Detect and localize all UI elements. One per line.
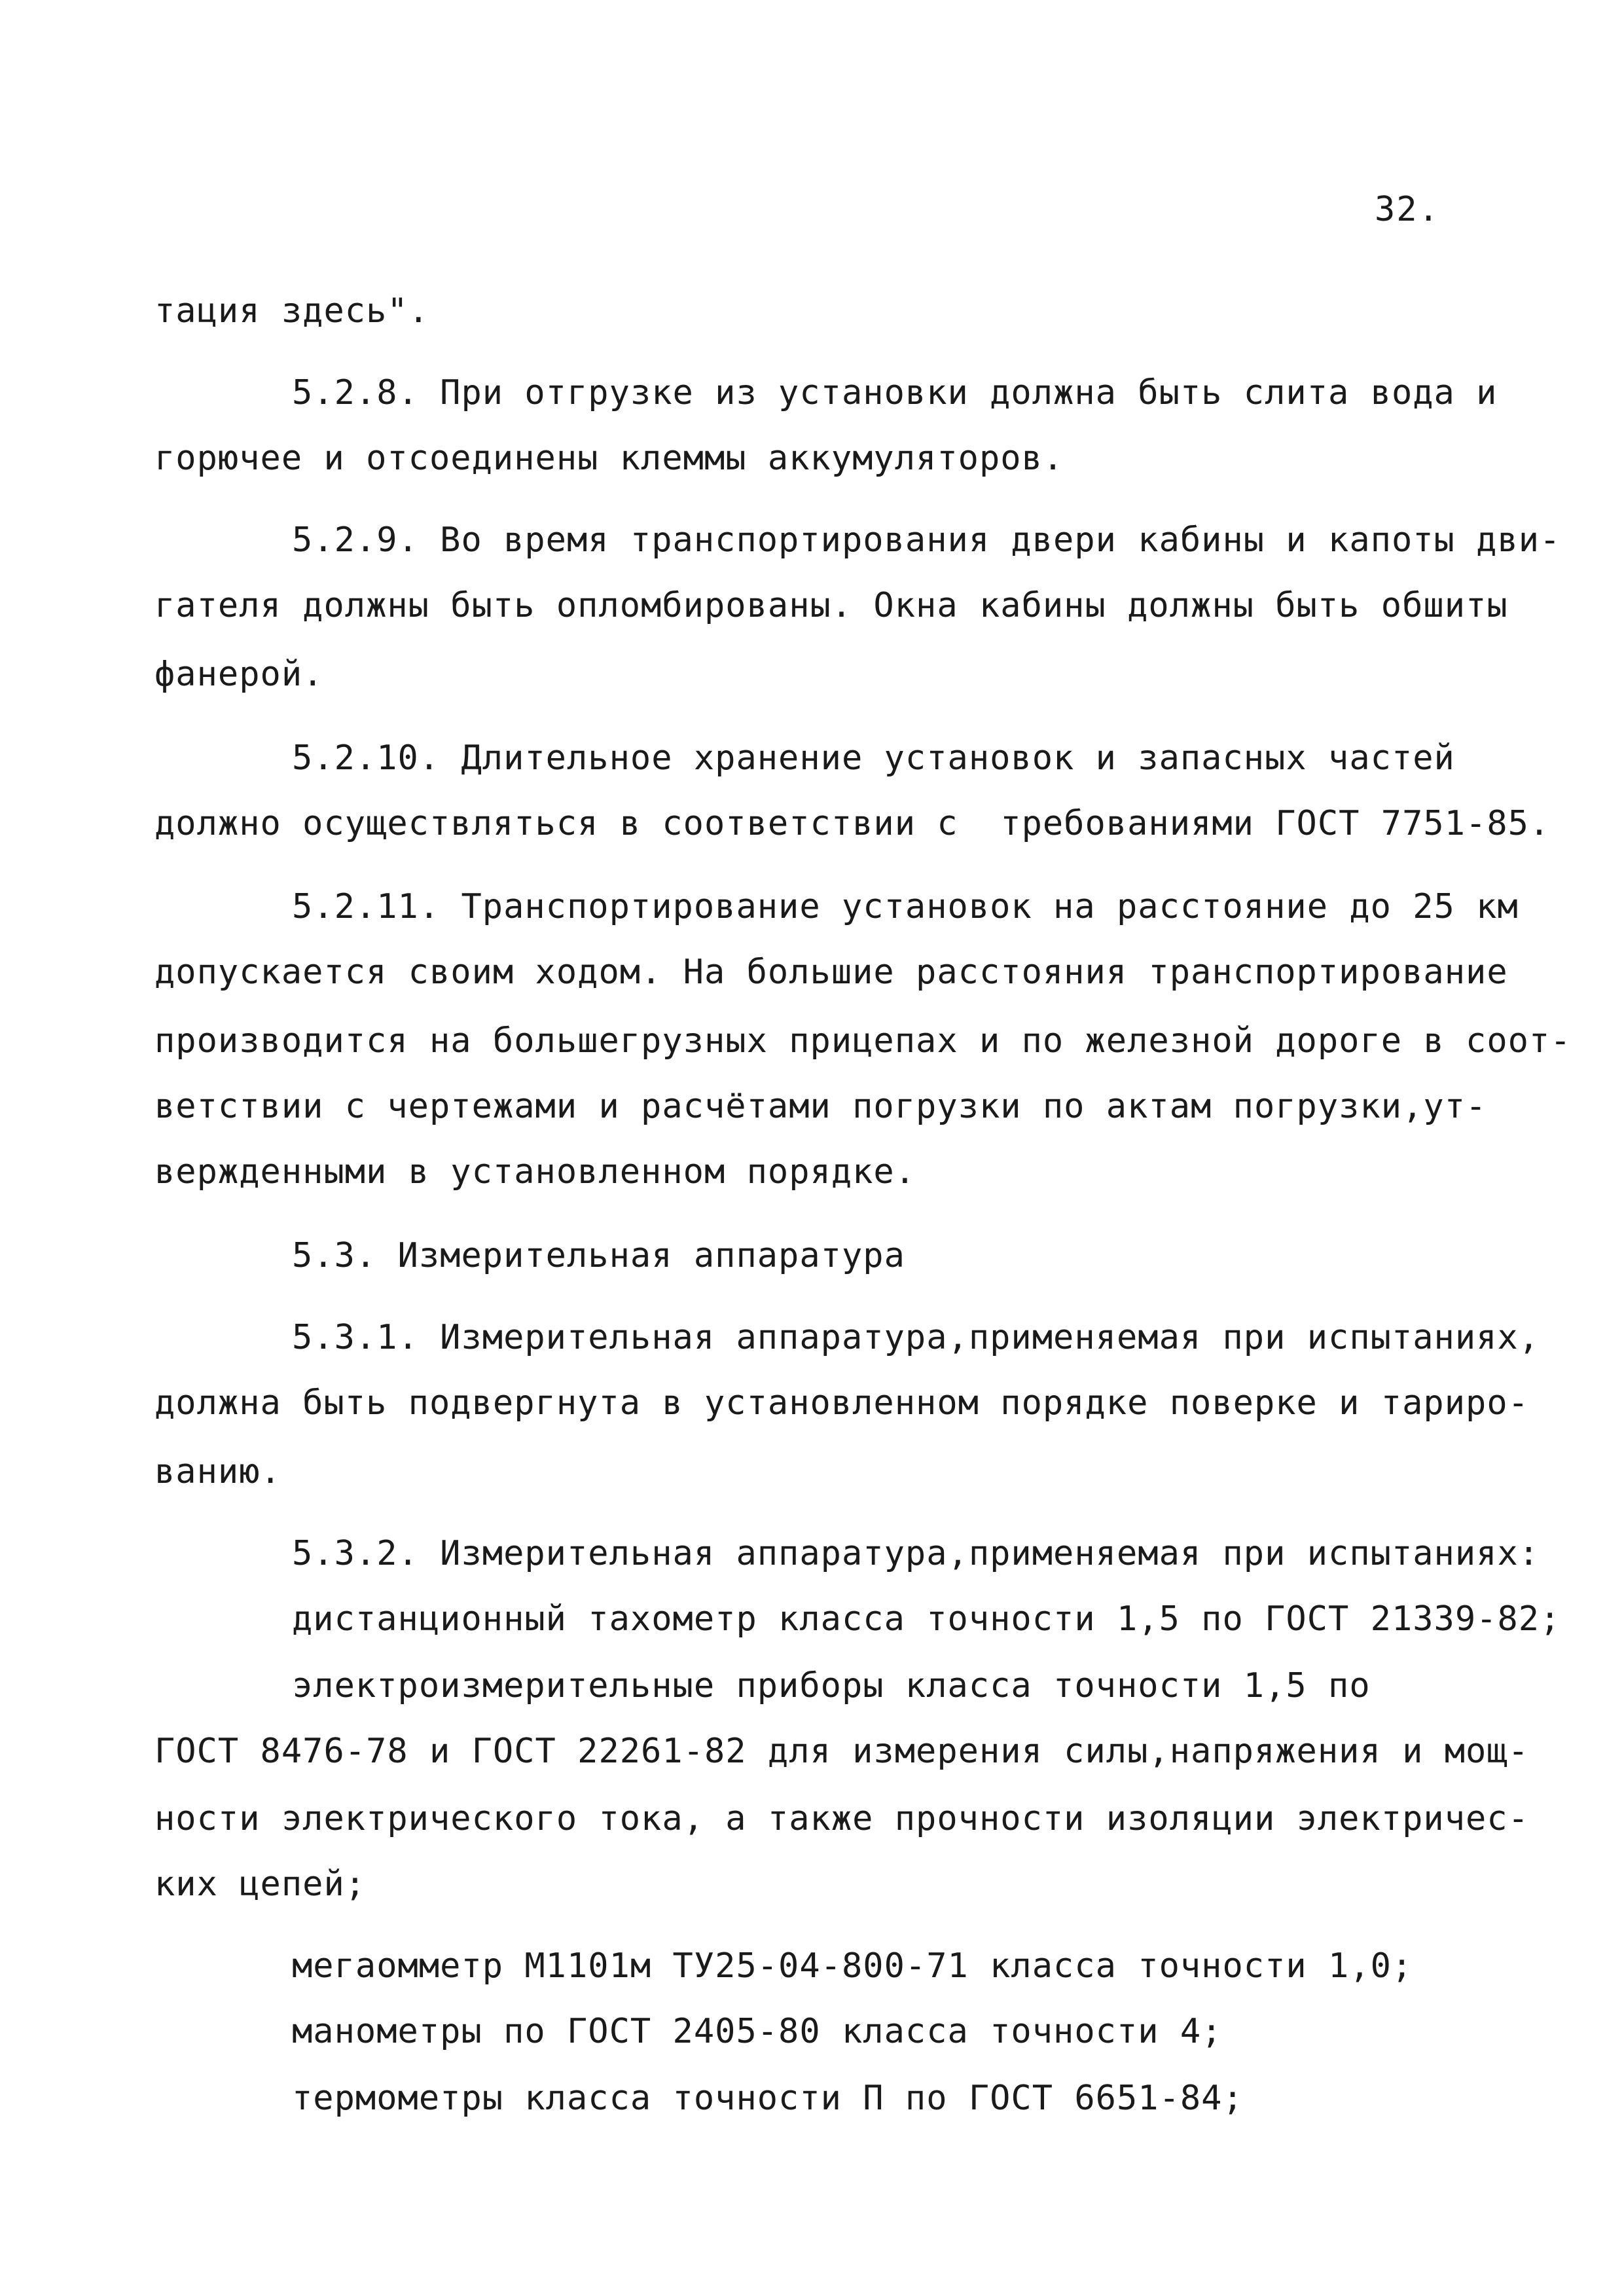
list-item: манометры по ГОСТ 2405-80 класса точности 4;: [292, 2012, 1223, 2051]
text-line: фанерой.: [154, 655, 324, 694]
text-line: горючее и отсоединены клеммы аккумуляторов.: [154, 439, 1064, 478]
text-line: ГОСТ 8476-78 и ГОСТ 22261-82 для измерения силы,напряжения и мощ-: [154, 1732, 1529, 1771]
list-item: дистанционный тахометр класса точности 1,5 по ГОСТ 21339-82;: [292, 1599, 1561, 1639]
text-line: 5.2.8. При отгрузке из установки должна быть слита вода и: [292, 373, 1498, 412]
list-item: термометры класса точности П по ГОСТ 6651-84;: [292, 2079, 1244, 2118]
text-line: 5.2.9. Во время транспортирования двери кабины и капоты дви-: [292, 520, 1561, 560]
text-line: допускается своим ходом. На большие расстояния транспортирование: [154, 953, 1508, 992]
text-line: должно осуществляться в соответствии с требованиями ГОСТ 7751-85.: [154, 804, 1551, 843]
text-line: производится на большегрузных прицепах и по железной дороге в соот-: [154, 1021, 1572, 1061]
text-line: вержденными в установленном порядке.: [154, 1152, 916, 1192]
text-line: ности электрического тока, а также прочности изоляции электричес-: [154, 1799, 1529, 1838]
list-item: мегаомметр М1101м ТУ25-04-800-71 класса точности 1,0;: [292, 1946, 1413, 1986]
text-line: 5.3.2. Измерительная аппаратура,применяемая при испытаниях:: [292, 1534, 1540, 1573]
list-item: электроизмерительные приборы класса точности 1,5 по: [292, 1666, 1371, 1705]
page-number: 32.: [1375, 190, 1440, 229]
text-line: гателя должны быть опломбированы. Окна кабины должны быть обшиты: [154, 586, 1508, 625]
text-line: 5.2.10. Длительное хранение установок и запасных частей: [292, 738, 1455, 778]
section-heading: 5.3. Измерительная аппаратура: [292, 1236, 905, 1275]
text-line: ветствии с чертежами и расчётами погрузки по актам погрузки,ут-: [154, 1087, 1487, 1126]
text-line: ванию.: [154, 1452, 281, 1491]
text-line: ких цепей;: [154, 1865, 367, 1904]
text-line: 5.2.11. Транспортирование установок на расстояние до 25 км: [292, 887, 1519, 926]
text-line: должна быть подвергнута в установленном порядке поверке и тариро-: [154, 1383, 1529, 1423]
text-line: тация здесь".: [154, 291, 429, 331]
text-line: 5.3.1. Измерительная аппаратура,применяемая при испытаниях,: [292, 1318, 1540, 1357]
